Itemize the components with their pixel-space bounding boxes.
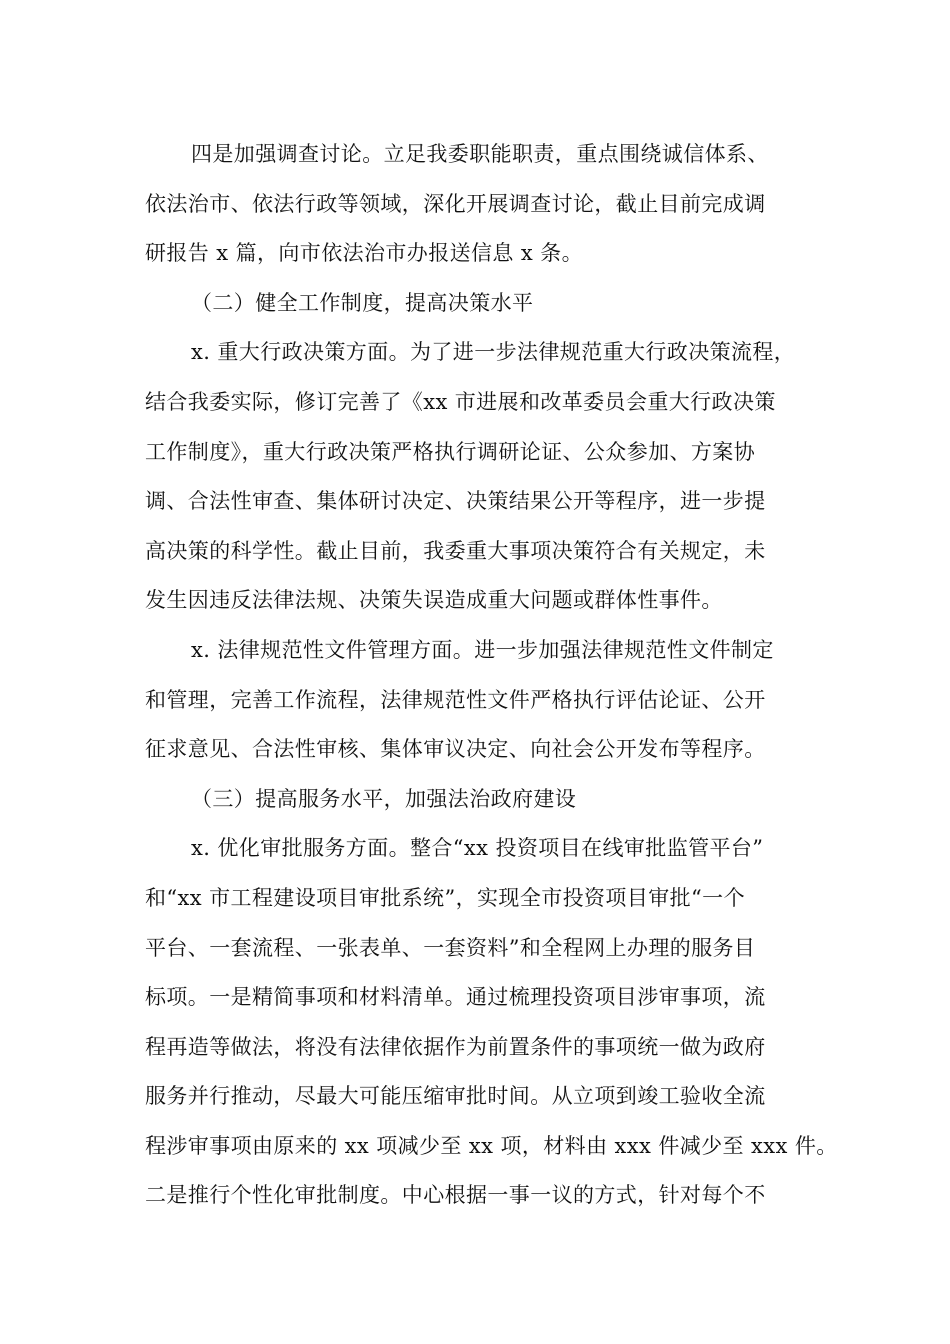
text-line: 结合我委实际，修订完善了《xx 市进展和改革委员会重大行政决策	[145, 389, 776, 414]
text-line: 程涉审事项由原来的 xx 项减少至 xx 项，材料由 xxx 件减少至 xxx 件。	[145, 1133, 838, 1158]
text-line: 二是推行个性化审批制度。中心根据一事一议的方式，针对每个不	[145, 1183, 766, 1208]
text-line: 依法治市、依法行政等领域，深化开展调查讨论，截止目前完成调	[145, 191, 766, 216]
text-line: 平台、一套流程、一张表单、一套资料”和全程网上办理的服务目	[145, 935, 756, 960]
text-line: 研报告 x 篇，向市依法治市办报送信息 x 条。	[145, 241, 583, 266]
text-line: 调、合法性审查、集体研讨决定、决策结果公开等程序，进一步提	[145, 489, 766, 514]
text-line: x. 优化审批服务方面。整合“xx 投资项目在线审批监管平台”	[191, 836, 764, 861]
section-heading: （三）提高服务水平，加强法治政府建设	[191, 786, 577, 811]
text-line: 和管理，完善工作流程，法律规范性文件严格执行评估论证、公开	[145, 687, 766, 712]
text-line: 高决策的科学性。截止目前，我委重大事项决策符合有关规定，未	[145, 538, 766, 563]
text-line: x. 重大行政决策方面。为了进一步法律规范重大行政决策流程，	[191, 340, 796, 365]
section-heading: （二）健全工作制度，提高决策水平	[191, 290, 534, 315]
text-line: 发生因违反法律法规、决策失误造成重大问题或群体性事件。	[145, 588, 723, 613]
text-line: 标项。一是精简事项和材料清单。通过梳理投资项目涉审事项，流	[145, 985, 766, 1010]
text-line: 和“xx 市工程建设项目审批系统”，实现全市投资项目审批“一个	[145, 885, 745, 910]
document-body	[145, 130, 838, 1221]
text-line: 工作制度》，重大行政决策严格执行调研论证、公众参加、方案协	[145, 439, 756, 464]
text-line: 程再造等做法，将没有法律依据作为前置条件的事项统一做为政府	[145, 1034, 766, 1059]
text-line: 四是加强调查讨论。立足我委职能职责，重点围绕诚信体系、	[191, 142, 769, 166]
text-line: x. 法律规范性文件管理方面。进一步加强法律规范性文件制定	[191, 637, 774, 662]
text-line: 征求意见、合法性审核、集体审议决定、向社会公开发布等程序。	[145, 737, 766, 762]
text-line: 服务并行推动，尽最大可能压缩审批时间。从立项到竣工验收全流	[145, 1084, 766, 1109]
